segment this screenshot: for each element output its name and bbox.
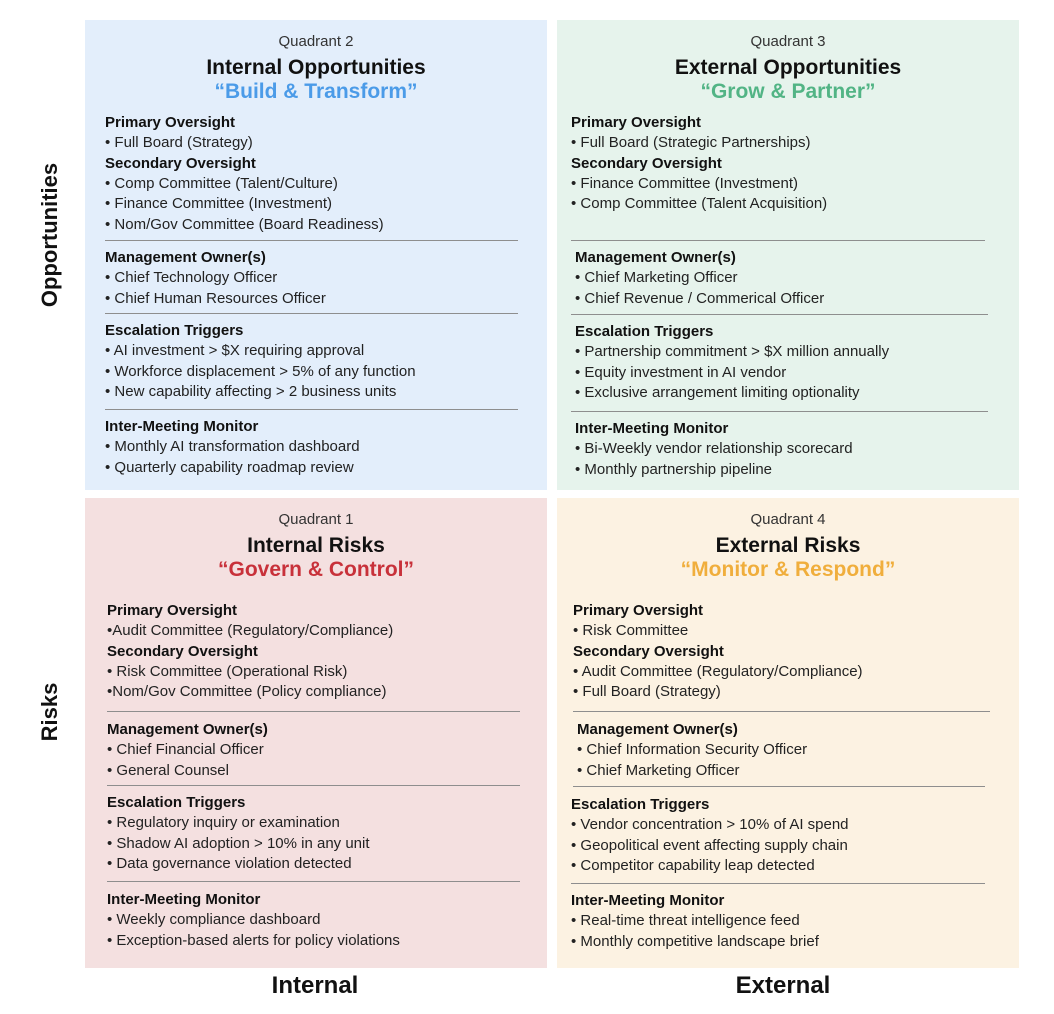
escalation-triggers-section <box>107 793 527 875</box>
list-item: • Shadow AI adoption > 10% in any unit <box>107 834 370 852</box>
management-owners-section <box>575 248 995 309</box>
bullet-list <box>575 268 995 309</box>
list-item: • Monthly competitive landscape brief <box>571 932 819 950</box>
section-heading: Inter-Meeting Monitor <box>575 420 729 437</box>
section-heading: Secondary Oversight <box>105 154 256 172</box>
list-item: • Risk Committee <box>573 622 689 639</box>
quadrant-title: External Risks <box>715 534 861 557</box>
bullet-list <box>105 341 525 403</box>
section-heading: Inter-Meeting Monitor <box>105 418 259 435</box>
list-item: • Comp Committee (Talent Acquisition) <box>571 195 828 212</box>
list-item: • Comp Committee (Talent/Culture) <box>105 174 338 192</box>
escalation-triggers-section <box>575 322 995 404</box>
section-heading: Escalation Triggers <box>575 323 714 340</box>
quadrant-title: Internal Opportunities <box>206 56 426 79</box>
list-item: • Data governance violation detected <box>107 855 352 872</box>
list-item: • Regulatory inquiry or examination <box>107 814 340 831</box>
list-item: • Monthly partnership pipeline <box>575 460 773 478</box>
list-item: • Audit Committee (Regulatory/Compliance) <box>573 662 863 680</box>
divider <box>107 881 520 882</box>
bullet-list <box>575 439 995 480</box>
section-heading: Escalation Triggers <box>105 322 244 339</box>
list-item: • Real-time threat intelligence feed <box>571 912 800 929</box>
bullet-list <box>107 740 527 781</box>
list-item: • Bi-Weekly vendor relationship scorecard <box>575 440 853 457</box>
bullet-list <box>571 815 991 877</box>
quadrant-subtitle: “Govern & Control” <box>217 558 414 581</box>
bullet-list <box>571 174 991 215</box>
list-item: • Exclusive arrangement limiting optionality <box>575 384 860 401</box>
list-item: • Geopolitical event affecting supply chain <box>571 836 848 854</box>
list-item: • Chief Human Resources Officer <box>105 289 326 307</box>
bullet-list <box>105 133 525 154</box>
section-heading: Inter-Meeting Monitor <box>107 891 261 908</box>
bullet-list <box>107 813 527 875</box>
list-item: • Finance Committee (Investment) <box>105 195 332 212</box>
list-item: • Risk Committee (Operational Risk) <box>107 662 348 680</box>
list-item: • Full Board (Strategic Partnerships) <box>571 134 811 151</box>
section-heading: Management Owner(s) <box>107 721 268 738</box>
list-item: • Chief Financial Officer <box>107 741 264 758</box>
inter-meeting-monitor-section <box>105 417 525 478</box>
primary-oversight-section <box>571 113 991 215</box>
escalation-triggers-section <box>571 795 991 877</box>
section-heading: Primary Oversight <box>105 114 236 131</box>
inter-meeting-monitor-section <box>107 890 527 951</box>
primary-oversight-section <box>107 601 527 703</box>
divider <box>571 314 988 315</box>
quadrant-2-internal-opportunities <box>85 20 547 490</box>
quadrant-title: External Opportunities <box>674 56 902 79</box>
divider <box>107 785 520 786</box>
list-item: •Nom/Gov Committee (Policy compliance) <box>107 683 387 700</box>
quadrant-3-external-opportunities <box>557 20 1019 490</box>
quadrant-label: Quadrant 1 <box>278 511 354 528</box>
section-heading: Management Owner(s) <box>105 249 266 266</box>
section-heading: Management Owner(s) <box>575 249 736 266</box>
quadrant-1-internal-risks <box>85 498 547 968</box>
divider <box>573 711 990 712</box>
quadrant-4-external-risks <box>557 498 1019 968</box>
section-heading: Inter-Meeting Monitor <box>571 892 725 909</box>
divider <box>571 411 988 412</box>
section-heading: Secondary Oversight <box>571 154 722 172</box>
list-item: • Full Board (Strategy) <box>573 683 721 700</box>
bullet-list <box>571 911 991 952</box>
section-heading: Primary Oversight <box>571 114 702 131</box>
y-axis-label-risks: Risks <box>37 682 62 742</box>
bullet-list <box>105 437 525 478</box>
section-heading: Primary Oversight <box>107 602 238 619</box>
quadrant-label: Quadrant 4 <box>750 511 826 528</box>
bullet-list <box>575 342 995 404</box>
x-axis-label-internal: Internal <box>271 972 359 999</box>
list-item: • Competitor capability leap detected <box>571 857 815 874</box>
management-owners-section <box>577 720 997 781</box>
x-axis-label-external: External <box>735 972 831 999</box>
bullet-list <box>573 662 993 703</box>
primary-oversight-section <box>573 601 993 703</box>
quadrant-subtitle: “Monitor & Respond” <box>680 558 896 581</box>
escalation-triggers-section <box>105 321 525 403</box>
list-item: • Chief Information Security Officer <box>577 741 808 758</box>
list-item: • Monthly AI transformation dashboard <box>105 438 360 455</box>
management-owners-section <box>105 248 525 309</box>
list-item: • Partnership commitment > $X million annually <box>575 343 890 360</box>
list-item: • General Counsel <box>107 761 229 779</box>
divider <box>571 240 985 241</box>
quadrant-subtitle: “Build & Transform” <box>214 80 418 103</box>
y-axis-label-opportunities: Opportunities <box>37 162 62 308</box>
list-item: • Weekly compliance dashboard <box>107 911 321 928</box>
divider <box>107 711 520 712</box>
quadrant-label: Quadrant 2 <box>278 33 354 50</box>
list-item: • AI investment > $X requiring approval <box>105 342 365 359</box>
list-item: • Chief Marketing Officer <box>577 761 740 779</box>
bullet-list <box>577 740 997 781</box>
list-item: •Audit Committee (Regulatory/Compliance) <box>107 622 394 639</box>
list-item: • Chief Marketing Officer <box>575 269 738 286</box>
list-item: • Vendor concentration > 10% of AI spend <box>571 816 849 833</box>
list-item: • Full Board (Strategy) <box>105 134 253 151</box>
quadrant-label: Quadrant 3 <box>750 33 826 50</box>
list-item: • Chief Revenue / Commerical Officer <box>575 289 825 307</box>
inter-meeting-monitor-section <box>571 891 991 952</box>
list-item: • Finance Committee (Investment) <box>571 174 798 192</box>
bullet-list <box>107 662 527 703</box>
bullet-list <box>571 133 991 154</box>
list-item: • Workforce displacement > 5% of any function <box>105 362 416 380</box>
bullet-list <box>107 910 527 951</box>
list-item: • Quarterly capability roadmap review <box>105 458 354 476</box>
divider <box>105 409 518 410</box>
quadrant-title: Internal Risks <box>247 534 385 557</box>
list-item: • New capability affecting > 2 business units <box>105 383 397 400</box>
section-heading: Escalation Triggers <box>571 796 710 813</box>
section-heading: Primary Oversight <box>573 602 704 619</box>
section-heading: Management Owner(s) <box>577 721 738 738</box>
quadrant-subtitle: “Grow & Partner” <box>700 80 876 103</box>
list-item: • Exception-based alerts for policy violations <box>107 931 400 949</box>
inter-meeting-monitor-section <box>575 419 995 480</box>
bullet-list <box>105 268 525 309</box>
bullet-list <box>107 621 527 642</box>
section-heading: Secondary Oversight <box>573 642 724 660</box>
list-item: • Nom/Gov Committee (Board Readiness) <box>105 215 384 233</box>
primary-oversight-section <box>105 113 525 235</box>
list-item: • Equity investment in AI vendor <box>575 363 787 381</box>
divider <box>105 313 518 314</box>
section-heading: Secondary Oversight <box>107 642 258 660</box>
divider <box>573 786 985 787</box>
list-item: • Chief Technology Officer <box>105 269 278 286</box>
bullet-list <box>105 174 525 236</box>
divider <box>571 883 985 884</box>
bullet-list <box>573 621 993 642</box>
management-owners-section <box>107 720 527 781</box>
section-heading: Escalation Triggers <box>107 794 246 811</box>
divider <box>105 240 518 241</box>
